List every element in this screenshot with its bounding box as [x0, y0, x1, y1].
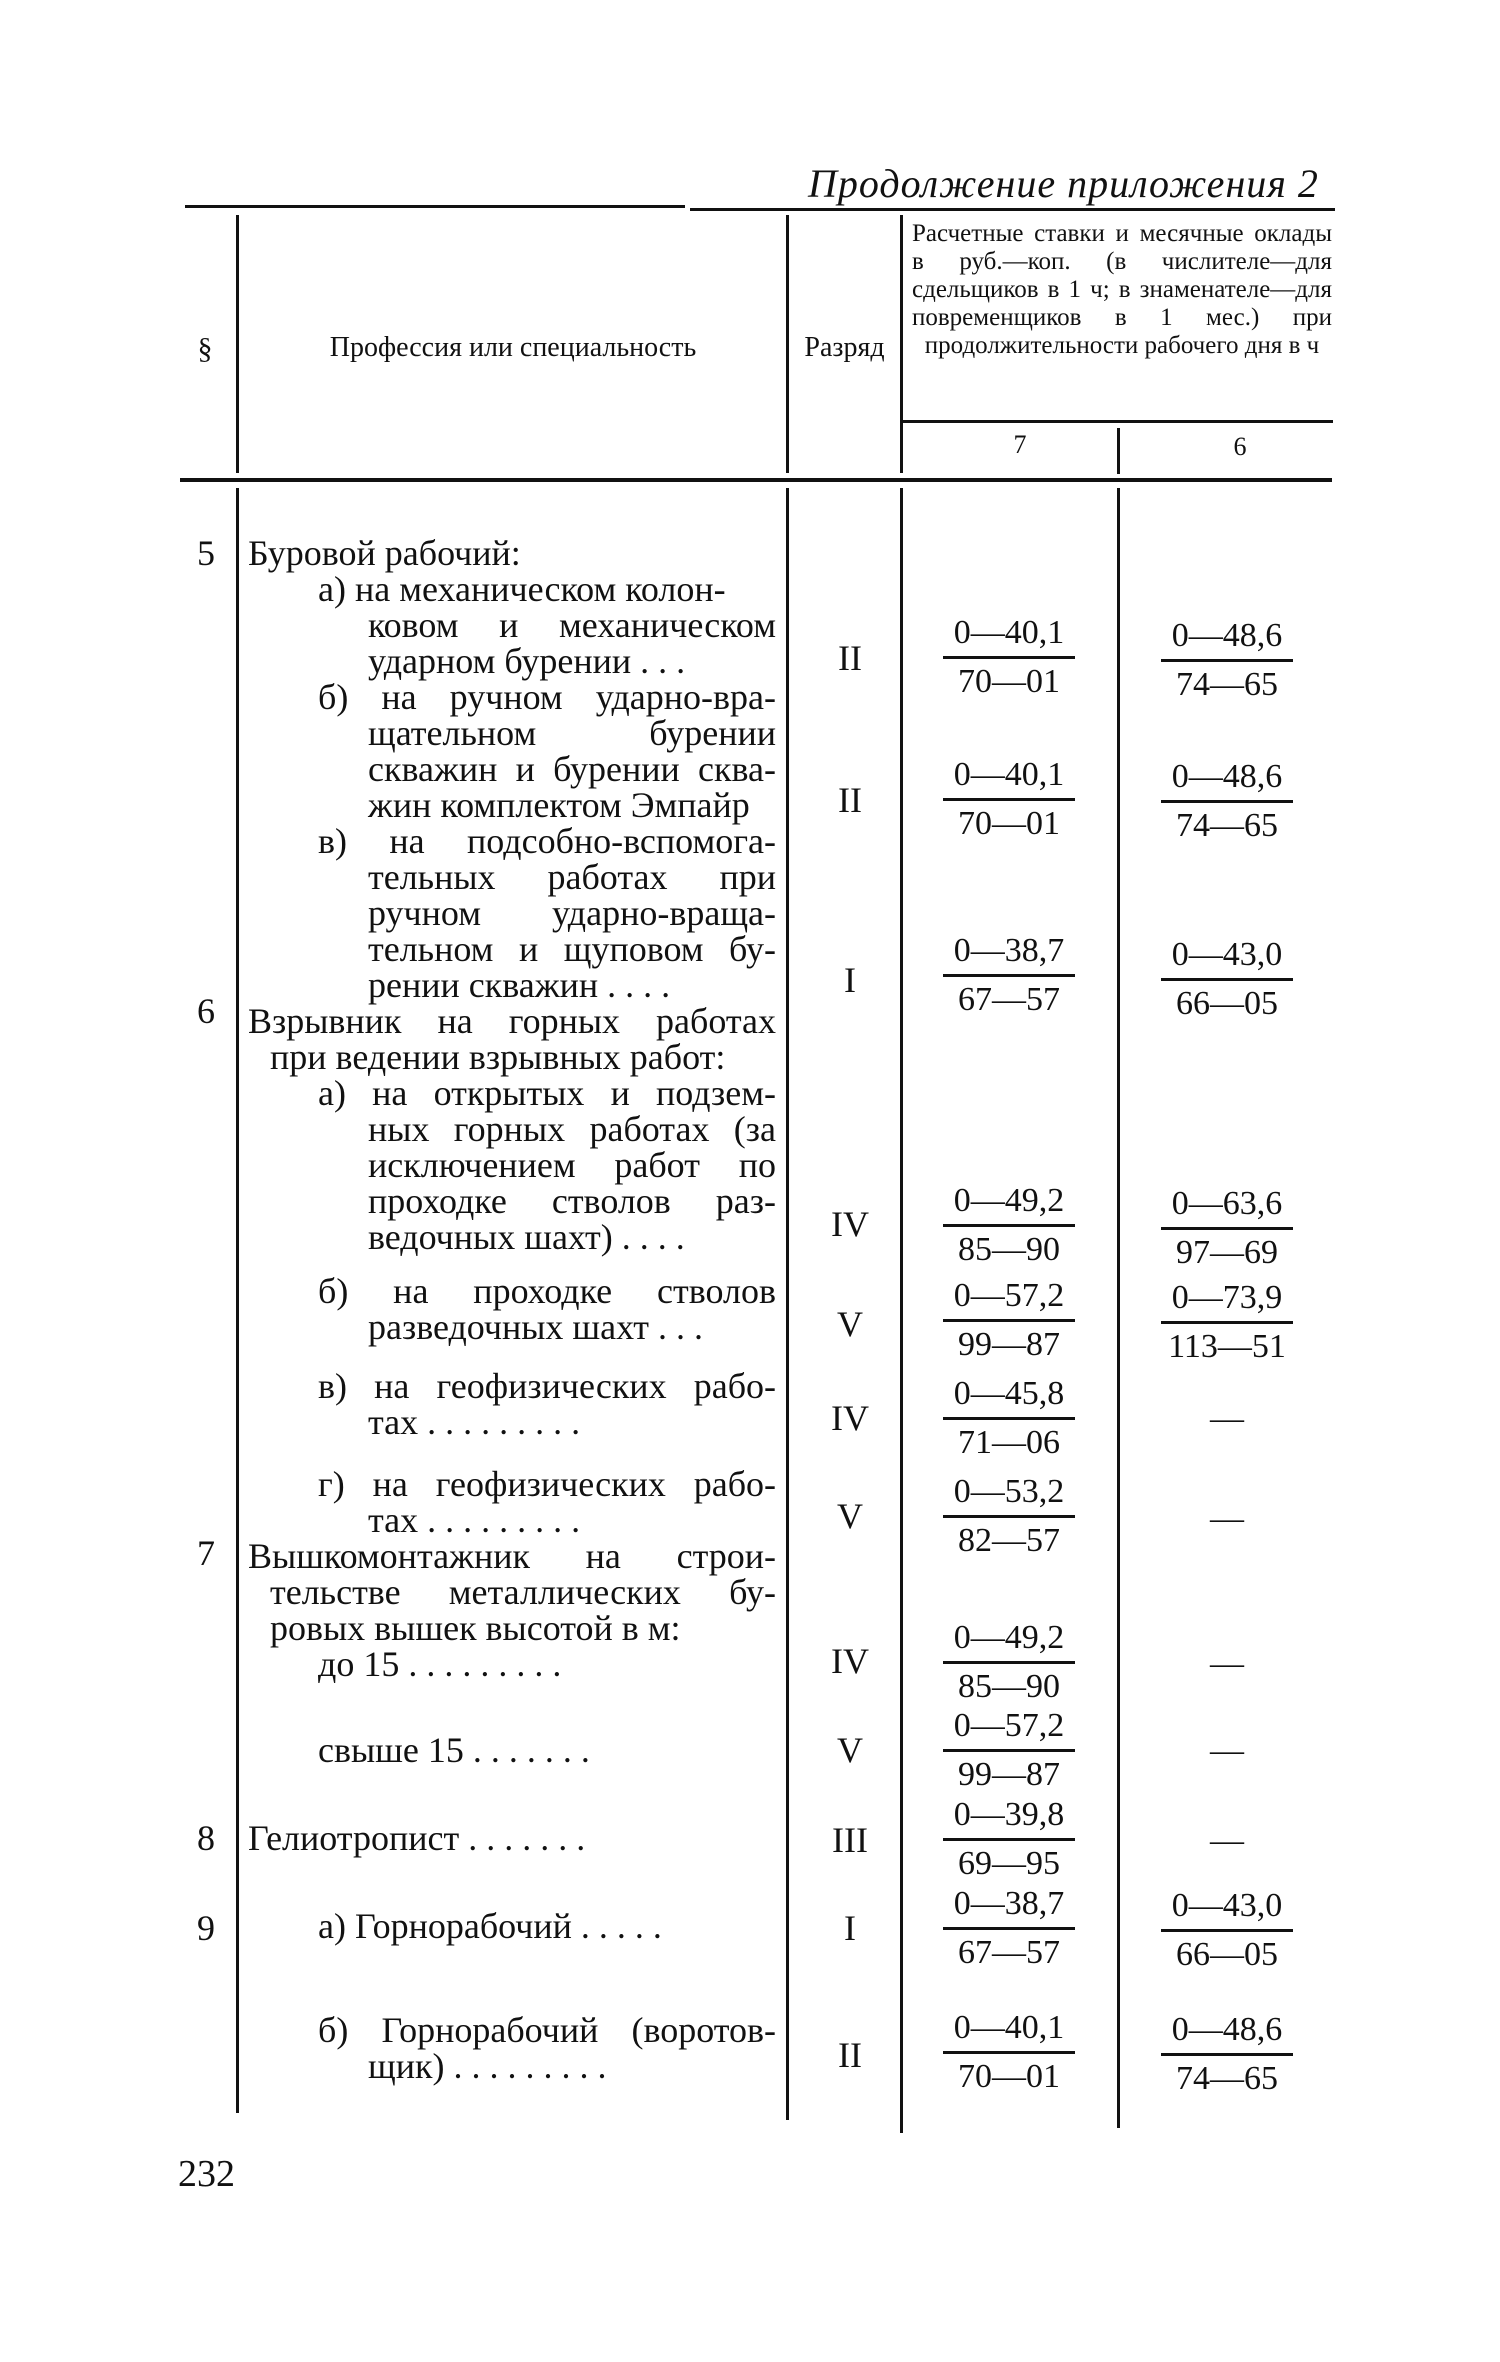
rate-denominator: 85—90: [958, 1231, 1060, 1268]
rate-numerator: 0—45,8: [953, 1375, 1065, 1412]
section-number: 5: [197, 533, 215, 573]
fraction-bar: [1161, 800, 1293, 803]
rate-denominator: 99—87: [958, 1326, 1060, 1363]
text-line: тах . . . . . . . . .: [368, 1500, 581, 1540]
rate-denominator: 67—57: [958, 1934, 1060, 1971]
rate-numerator: 0—48,6: [1171, 758, 1283, 795]
text-line: тах . . . . . . . . .: [368, 1402, 581, 1442]
rate-7h: [939, 2008, 1079, 2097]
rate-numerator: 0—38,7: [953, 1885, 1065, 1922]
rate-7h: [939, 1276, 1079, 1365]
text-line: а) Горнорабочий . . . . .: [318, 1906, 662, 1946]
text-line: б) Горнорабочий (воротов-: [318, 2010, 776, 2050]
rate-7h: [939, 1472, 1079, 1561]
top-rule-left: [185, 205, 685, 208]
rate-7h: [939, 1795, 1079, 1884]
rate-6h: [1157, 757, 1297, 846]
rate-7h: [939, 1181, 1079, 1270]
fraction-bar: [943, 1927, 1075, 1930]
rate-numerator: 0—48,6: [1171, 617, 1283, 654]
section-number: 8: [197, 1818, 215, 1858]
text-line: до 15 . . . . . . . . .: [318, 1644, 562, 1684]
rate-numerator: 0—57,2: [953, 1277, 1065, 1314]
header-bottom-rule: [180, 478, 1332, 482]
fraction-bar: [1161, 659, 1293, 662]
body-divider-2: [786, 488, 789, 2120]
rate-7h: [939, 1706, 1079, 1795]
rate-denominator: 70—01: [958, 2058, 1060, 2095]
rate-numerator: 0—39,8: [953, 1796, 1065, 1833]
text-line: при ведении взрывных работ:: [270, 1037, 726, 1077]
grade-cell: IV: [831, 1398, 869, 1438]
text-line: б) на ручном ударно-вра-: [318, 677, 776, 717]
body-divider-1: [236, 488, 239, 2113]
rate-denominator: 70—01: [958, 663, 1060, 700]
fraction-bar: [943, 1838, 1075, 1841]
rate-6h: [1157, 616, 1297, 705]
text-line: исключением работ по: [368, 1145, 776, 1185]
rate-6h-empty: —: [1210, 1822, 1244, 1859]
fraction-bar: [1161, 978, 1293, 981]
header-profession: Профессия или специальность: [329, 332, 697, 363]
rate-6h-empty: —: [1210, 1645, 1244, 1682]
rate-denominator: 69—95: [958, 1845, 1060, 1882]
text-line: Взрывник на горных работах: [248, 1001, 776, 1041]
rate-7h: [939, 1884, 1079, 1973]
grade-cell: III: [832, 1820, 868, 1860]
header-hours-7: 7: [1013, 430, 1027, 459]
rate-6h: [1157, 2010, 1297, 2099]
rate-denominator: 74—65: [1176, 666, 1278, 703]
text-line: Буровой рабочий:: [248, 533, 521, 573]
header-rates: Расчетные ставки и месячные оклады в руб.—коп. (в числителе—для сдельщиков в 1 ч; в знаменателе—для повременщиков в 1 мес.) при продолжительности рабочего дня в ч: [912, 220, 1332, 359]
body-divider-4: [1117, 488, 1120, 2128]
text-line: тельстве металлических бу-: [270, 1572, 776, 1612]
text-line: ных горных работах (за: [368, 1109, 776, 1149]
rate-6h: [1157, 1278, 1297, 1367]
grade-cell: V: [837, 1304, 863, 1344]
rate-denominator: 66—05: [1176, 985, 1278, 1022]
rate-numerator: 0—40,1: [953, 614, 1065, 651]
column-divider-4: [1117, 428, 1120, 474]
rate-7h: [939, 1618, 1079, 1707]
fraction-bar: [1161, 1929, 1293, 1932]
rate-numerator: 0—40,1: [953, 756, 1065, 793]
text-line: рении скважин . . . .: [368, 965, 671, 1005]
text-line: ведочных шахт) . . . .: [368, 1217, 685, 1257]
rate-denominator: 70—01: [958, 805, 1060, 842]
text-line: разведочных шахт . . .: [368, 1307, 703, 1347]
fraction-bar: [943, 2051, 1075, 2054]
text-line: ковом и механическом: [368, 605, 776, 645]
text-line: ровых вышек высотой в м:: [270, 1608, 681, 1648]
rate-7h: [939, 755, 1079, 844]
rate-denominator: 74—65: [1176, 2060, 1278, 2097]
rate-numerator: 0—53,2: [953, 1473, 1065, 1510]
rate-7h: [939, 1374, 1079, 1463]
page-heading: Продолжение приложения 2: [808, 161, 1319, 206]
text-line: щик) . . . . . . . . .: [368, 2046, 607, 2086]
grade-cell: I: [844, 1908, 856, 1948]
rate-denominator: 82—57: [958, 1522, 1060, 1559]
rate-denominator: 97—69: [1176, 1234, 1278, 1271]
grade-cell: I: [844, 960, 856, 1000]
header-section: §: [197, 332, 213, 365]
section-number: 9: [197, 1908, 215, 1948]
text-line: тельных работах при: [368, 857, 776, 897]
rate-6h-empty: —: [1210, 1500, 1244, 1537]
rate-denominator: 71—06: [958, 1424, 1060, 1461]
rate-numerator: 0—49,2: [953, 1182, 1065, 1219]
text-line: жин комплектом Эмпайр: [368, 785, 750, 825]
fraction-bar: [943, 798, 1075, 801]
text-line: г) на геофизических рабо-: [318, 1464, 776, 1504]
fraction-bar: [1161, 1321, 1293, 1324]
top-rule-right: [690, 208, 1335, 211]
rate-numerator: 0—38,7: [953, 932, 1065, 969]
grade-cell: IV: [831, 1204, 869, 1244]
header-grade: Разряд: [804, 332, 885, 363]
text-line: свыше 15 . . . . . . .: [318, 1730, 590, 1770]
fraction-bar: [943, 974, 1075, 977]
rate-denominator: 67—57: [958, 981, 1060, 1018]
text-line: Вышкомонтажник на строи-: [248, 1536, 776, 1576]
section-number: 6: [197, 991, 215, 1031]
rate-6h: [1157, 935, 1297, 1024]
fraction-bar: [943, 1417, 1075, 1420]
header-hours-6: 6: [1233, 432, 1247, 461]
text-line: скважин и бурении сква-: [368, 749, 776, 789]
text-line: в) на подсобно-вспомога-: [318, 821, 776, 861]
grade-cell: II: [838, 2035, 862, 2075]
section-number: 7: [197, 1533, 215, 1573]
text-line: тельном и щуповом бу-: [368, 929, 776, 969]
rate-numerator: 0—63,6: [1171, 1185, 1283, 1222]
rate-numerator: 0—49,2: [953, 1619, 1065, 1656]
text-line: ударном бурении . . .: [368, 641, 686, 681]
grade-cell: V: [837, 1730, 863, 1770]
fraction-bar: [1161, 1227, 1293, 1230]
text-line: проходке стволов раз-: [368, 1181, 776, 1221]
fraction-bar: [1161, 2053, 1293, 2056]
text-line: щательном бурении: [368, 713, 776, 753]
rate-numerator: 0—57,2: [953, 1707, 1065, 1744]
rate-numerator: 0—48,6: [1171, 2011, 1283, 2048]
rate-numerator: 0—40,1: [953, 2009, 1065, 2046]
rate-6h-empty: —: [1210, 1732, 1244, 1769]
rate-denominator: 66—05: [1176, 1936, 1278, 1973]
fraction-bar: [943, 1749, 1075, 1752]
grade-cell: IV: [831, 1641, 869, 1681]
rate-7h: [939, 613, 1079, 702]
column-divider-3: [900, 215, 903, 473]
fraction-bar: [943, 656, 1075, 659]
rate-6h: [1157, 1886, 1297, 1975]
rate-numerator: 0—43,0: [1171, 1887, 1283, 1924]
rate-6h: [1157, 1184, 1297, 1273]
fraction-bar: [943, 1224, 1075, 1227]
text-line: ручном ударно-враща-: [368, 893, 776, 933]
text-line: Гелиотропист . . . . . . .: [248, 1818, 586, 1858]
grade-cell: II: [838, 780, 862, 820]
rate-6h-empty: —: [1210, 1400, 1244, 1437]
rate-denominator: 85—90: [958, 1668, 1060, 1705]
fraction-bar: [943, 1319, 1075, 1322]
text-line: а) на открытых и подзем-: [318, 1073, 776, 1113]
rate-numerator: 0—73,9: [1171, 1279, 1283, 1316]
grade-cell: II: [838, 638, 862, 678]
text-line: а) на механическом колон-: [318, 569, 726, 609]
fraction-bar: [943, 1515, 1075, 1518]
rate-numerator: 0—43,0: [1171, 936, 1283, 973]
column-divider-1: [236, 215, 239, 473]
text-line: б) на проходке стволов: [318, 1271, 776, 1311]
rate-denominator: 74—65: [1176, 807, 1278, 844]
fraction-bar: [943, 1661, 1075, 1664]
grade-cell: V: [837, 1496, 863, 1536]
rates-inner-rule: [903, 420, 1333, 423]
rate-denominator: 113—51: [1168, 1328, 1286, 1365]
rate-7h: [939, 931, 1079, 1020]
text-line: в) на геофизических рабо-: [318, 1366, 776, 1406]
page-number: 232: [178, 2153, 235, 2195]
rate-denominator: 99—87: [958, 1756, 1060, 1793]
